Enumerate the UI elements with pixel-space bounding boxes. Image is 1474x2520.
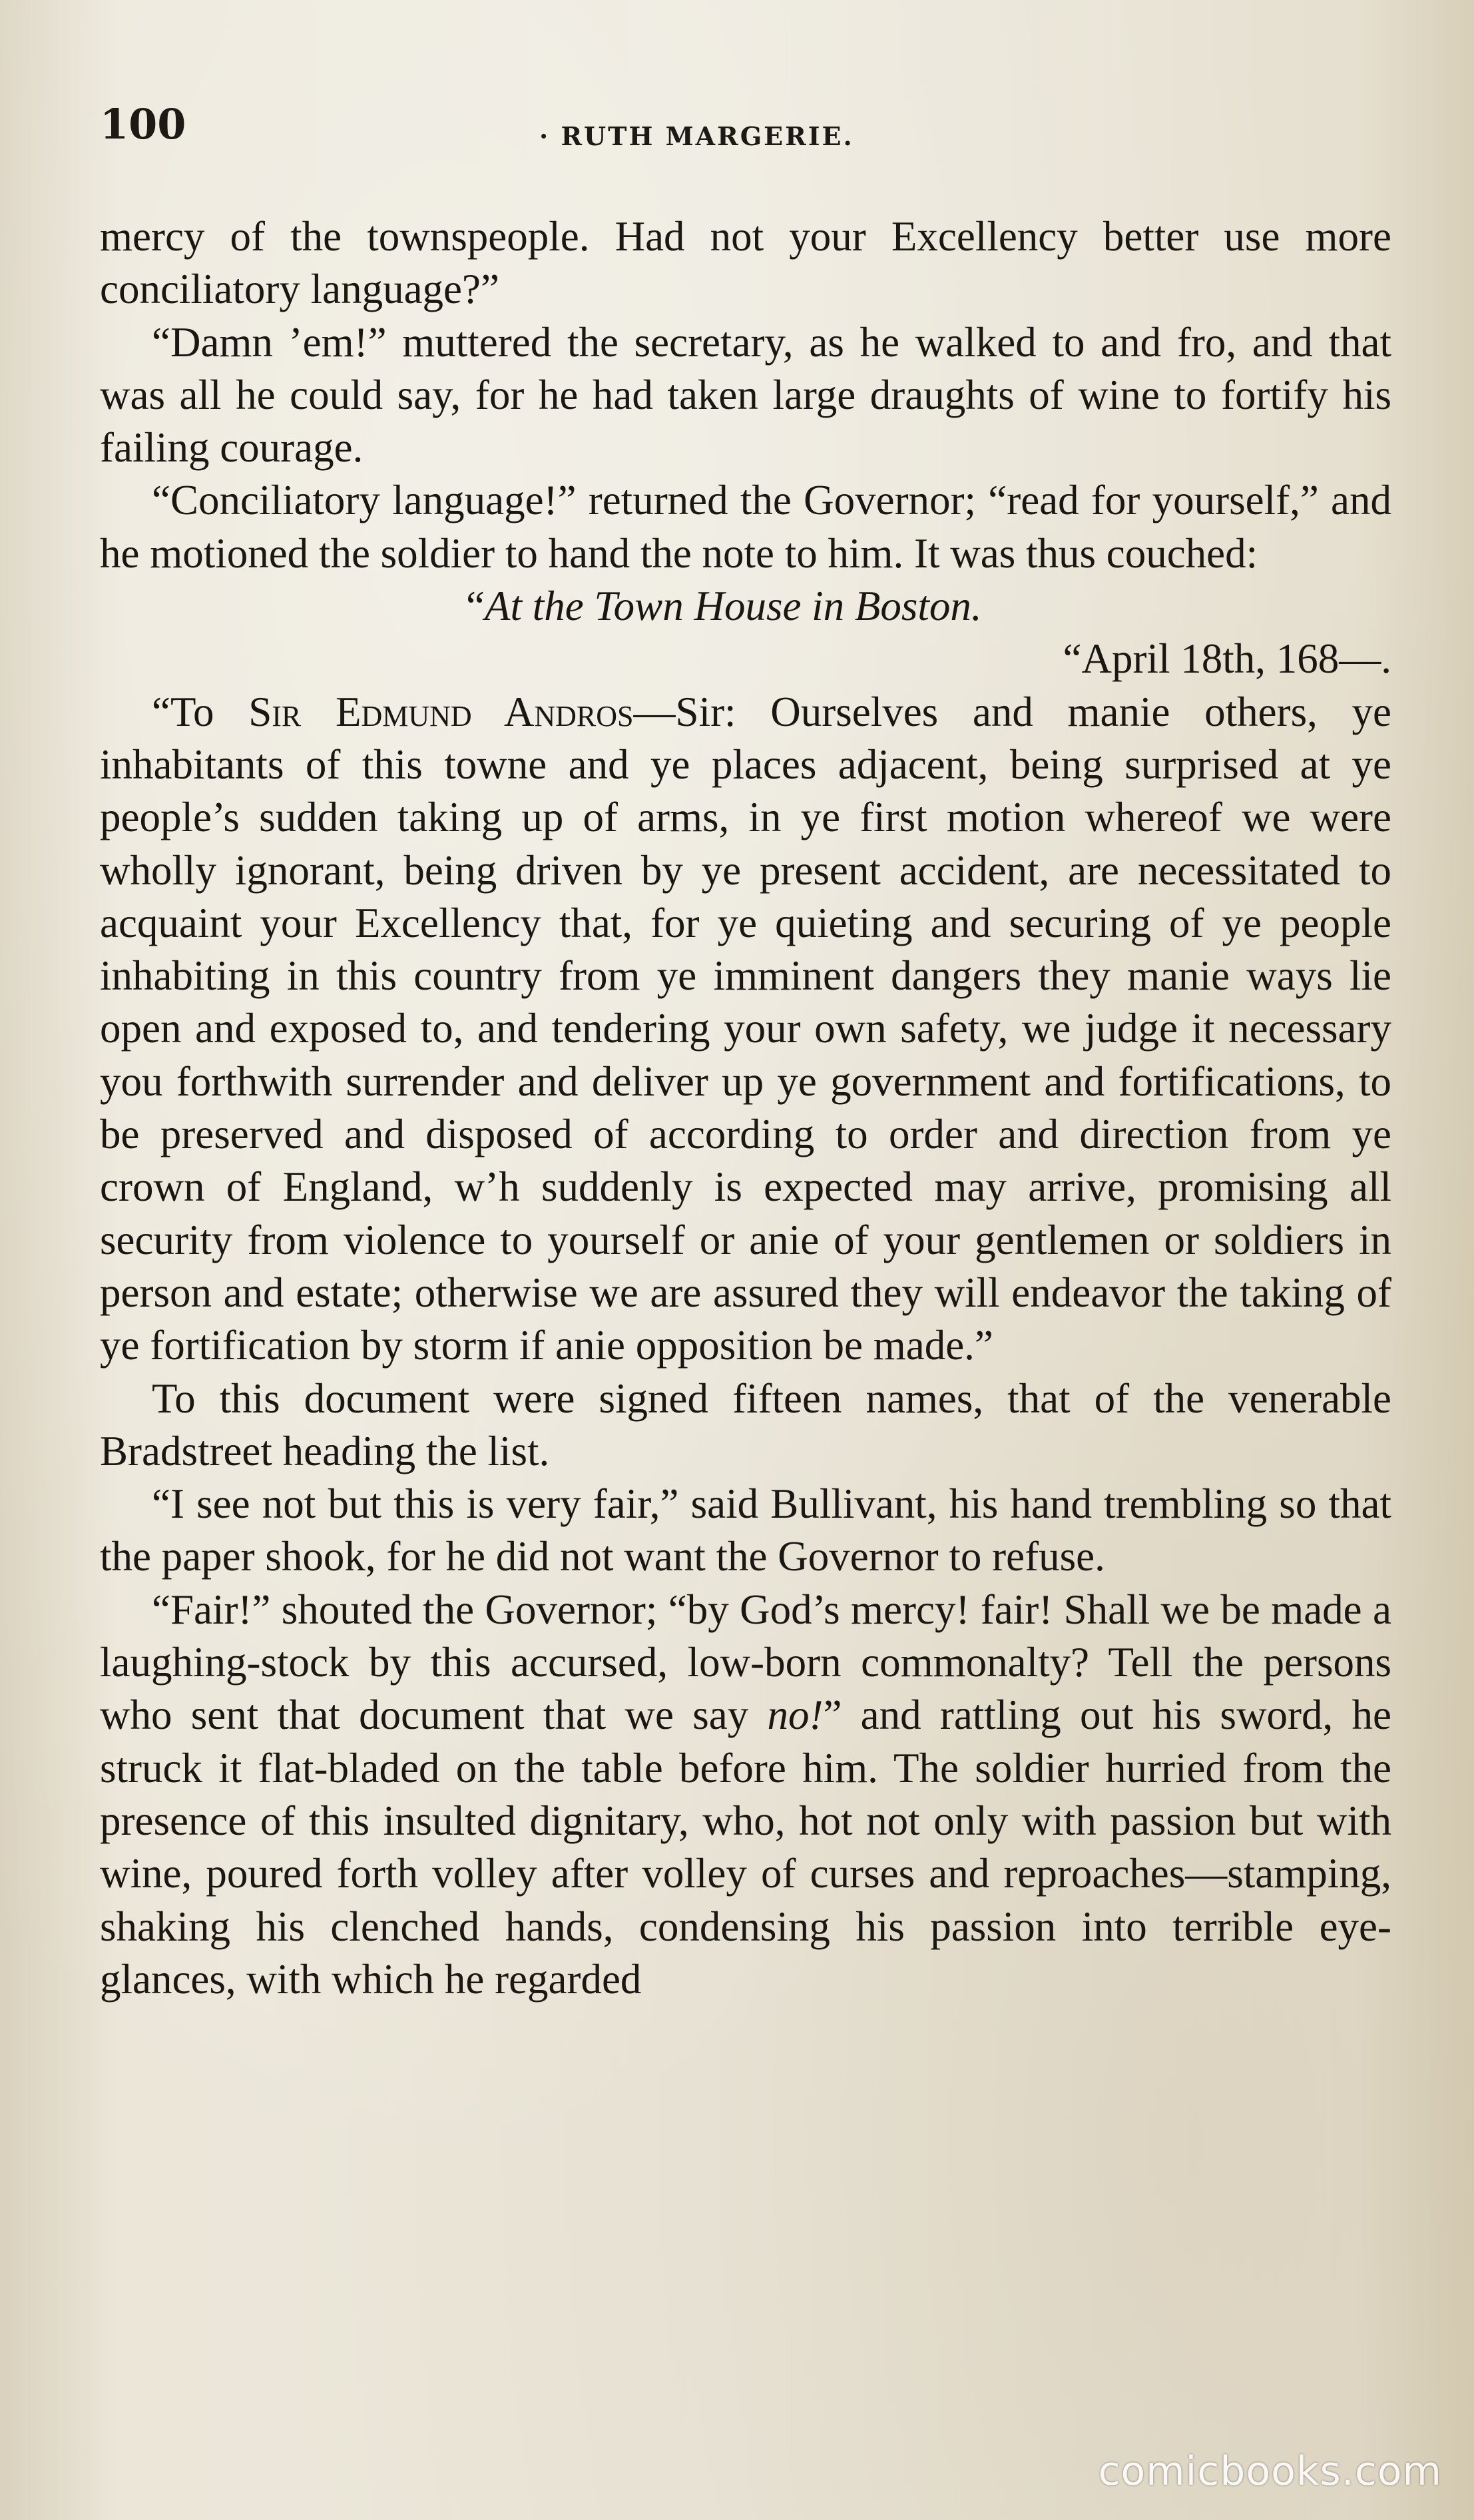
- watermark-logo: comicbooks.com: [1098, 2448, 1442, 2495]
- letter-open: “To: [152, 688, 249, 735]
- paragraph-5: To this document were signed fifteen names, that of the venerable Bradstreet heading the list.: [100, 1375, 1391, 1474]
- paragraph-7-end: ” and rattling out his sword, he struck it flat-bladed on the table before him. The soldier hurried from the presence of this insulted dignitary, who, hot not only with passion but with wine, poured forth volley after volley of curses and reproaches—stamping, shaking his clenched hands, condensing his passion into terrible eye-glances, with which he regarded: [100, 1692, 1391, 2003]
- paragraph-3: “Conciliatory language!” returned the Governor; “read for yourself,” and he motioned the soldier to hand the note to him. It was thus couched:: [100, 477, 1391, 577]
- letter-text: —Sir: Ourselves and manie others, ye inhabitants of this towne and ye places adjacent, being surprised at ye people’s sudden taking up of arms, in ye first motion whereof we were wholly ignorant, being driven by ye present accident, are necessitated to acquaint your Excellency that, for ye quieting and securing of ye people inhabiting in this country from ye imminent dangers they manie ways lie open and exposed to, and tendering your own safety, we judge it necessary you forthwith surrender and deliver up ye government and fortifications, to be preserved and disposed of according to order and direction from ye crown of England, w’h suddenly is expected may arrive, promising all security from violence to yourself or anie of your gentlemen or soldiers in person and estate; otherwise we are assured they will endeavor the taking of ye fortification by storm if anie opposition be made.”: [100, 688, 1391, 1369]
- letter-body: [100, 686, 1391, 1373]
- page-header: [100, 100, 1391, 160]
- paragraph-7-no: no!: [767, 1692, 824, 1739]
- running-head: · RUTH MARGERIE.: [539, 121, 854, 151]
- letter-dateline-place: [100, 580, 1391, 633]
- body-text: [100, 210, 1391, 2006]
- dateline-place-text: At the Town House in Boston.: [484, 583, 982, 630]
- paragraph-1: mercy of the townspeople. Had not your Excellency better use more conciliatory language?”: [100, 213, 1391, 313]
- paragraph-7: [100, 1584, 1391, 2006]
- letter-salutation: Sir Edmund Andros: [248, 688, 634, 735]
- paragraph-2: “Damn ’em!” muttered the secretary, as he walked to and fro, and that was all he could say, for he had taken large draughts of wine to fortify his failing courage.: [100, 318, 1391, 472]
- dateline-open-quote: “: [466, 583, 485, 630]
- page-number: 100: [100, 100, 186, 149]
- letter-dateline-date: “April 18th, 168—.: [1063, 635, 1391, 683]
- paragraph-6: “I see not but this is very fair,” said Bullivant, his hand trembling so that the paper shook, for he did not want the Governor to refuse.: [100, 1480, 1391, 1580]
- paragraph-7-start: “Fair!” shouted the Governor; “by God’s mercy! fair! Shall we be made a laughing-stock by this accursed, low-born commonalty? Tell the persons who sent that document that we say: [100, 1586, 1391, 1739]
